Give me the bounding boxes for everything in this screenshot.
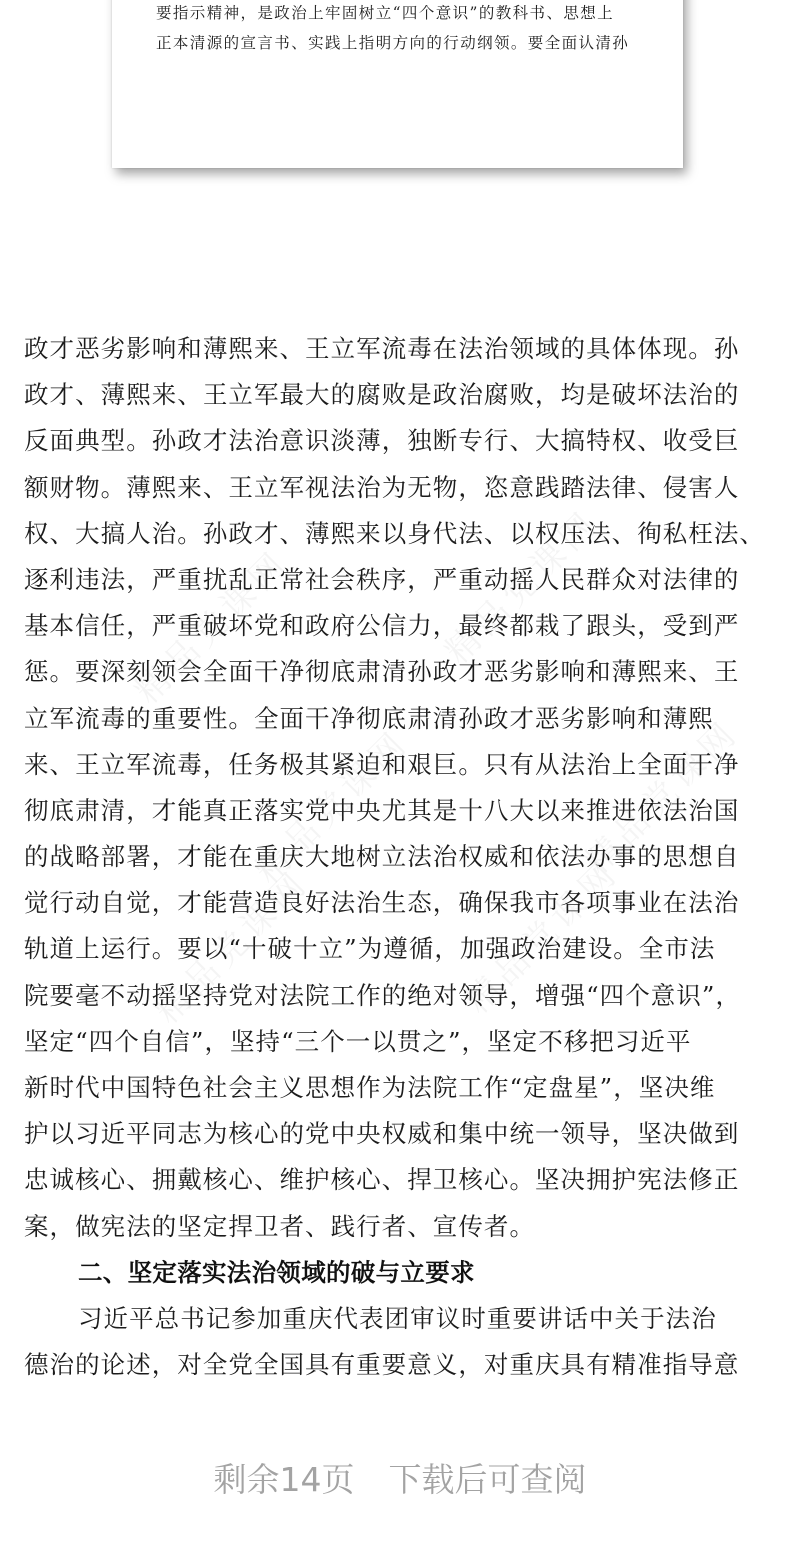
body-text-line: 额财物。薄熙来、王立军视法治为无物，恣意践踏法律、侵害人: [24, 472, 740, 502]
body-text-line: 基本信任，严重破坏党和政府公信力，最终都栽了跟头，受到严: [24, 611, 740, 641]
body-text-line: 彻底肃清，才能真正落实党中央尤其是十八大以来推进依法治国: [24, 795, 740, 825]
body-text-line: 忠诚核心、拥戴核心、维护核心、捍卫核心。坚决拥护宪法修正: [24, 1165, 740, 1195]
body-text-line: 政才、薄熙来、王立军最大的腐败是政治腐败，均是破坏法治的: [24, 380, 740, 410]
preview-page-card: [112, 0, 683, 168]
body-text-line: 德治的论述，对全党全国具有重要意义，对重庆具有精准指导意: [24, 1350, 740, 1380]
body-text-line: 来、王立军流毒，任务极其紧迫和艰巨。只有从法治上全面干净: [24, 749, 740, 779]
body-text-line: 觉行动自觉，才能营造良好法治生态，确保我市各项事业在法治: [24, 888, 740, 918]
document-body: [24, 326, 780, 1388]
download-to-read-more-button[interactable]: [0, 1450, 800, 1510]
body-text-line: 政才恶劣影响和薄熙来、王立军流毒在法治领域的具体体现。孙: [24, 334, 740, 363]
body-text-line: 习近平总书记参加重庆代表团审议时重要讲话中关于法治: [78, 1303, 717, 1333]
body-text-line: 新时代中国特色社会主义思想作为法院工作“定盘星”，坚决维: [24, 1073, 716, 1102]
body-text-line: 院要毫不动摇坚持党对法院工作的绝对领导，增强“四个意识”，: [24, 980, 741, 1010]
body-text-line: 惩。要深刻领会全面干净彻底肃清孙政才恶劣影响和薄熙来、王: [24, 657, 740, 687]
body-text-line: 的战略部署，才能在重庆大地树立法治权威和依法办事的思想自: [24, 842, 740, 872]
body-text-line: 立军流毒的重要性。全面干净彻底肃清孙政才恶劣影响和薄熙: [24, 703, 714, 733]
remaining-pages-label: 剩余14页: [213, 1460, 355, 1499]
body-text-line: 护以习近平同志为核心的党中央权威和集中统一领导，坚决做到: [24, 1119, 740, 1149]
body-text-line: 逐利违法，严重扰乱正常社会秩序，严重动摇人民群众对法律的: [24, 564, 740, 594]
preview-text-line: 正本清源的宣言书、实践上指明方向的行动纲领。要全面认清孙: [156, 34, 630, 52]
body-text-line: 轨道上运行。要以“十破十立”为遵循，加强政治建设。全市法: [24, 934, 716, 964]
body-text-line: 案，做宪法的坚定捍卫者、践行者、宣传者。: [24, 1211, 535, 1241]
download-hint-label: 下载后可查阅: [388, 1460, 587, 1499]
body-text-line: 权、大搞人治。孙政才、薄熙来以身代法、以权压法、徇私枉法、: [24, 518, 765, 548]
section-heading: 二、坚定落实法治领域的破与立要求: [78, 1257, 475, 1287]
body-text-line: 反面典型。孙政才法治意识淡薄，独断专行、大搞特权、收受巨: [24, 426, 740, 456]
preview-text-line: 要指示精神，是政治上牢固树立“四个意识”的教科书、思想上: [156, 4, 615, 22]
body-text-line: 坚定“四个自信”，坚持“三个一以贯之”，坚定不移把习近平: [24, 1026, 692, 1056]
